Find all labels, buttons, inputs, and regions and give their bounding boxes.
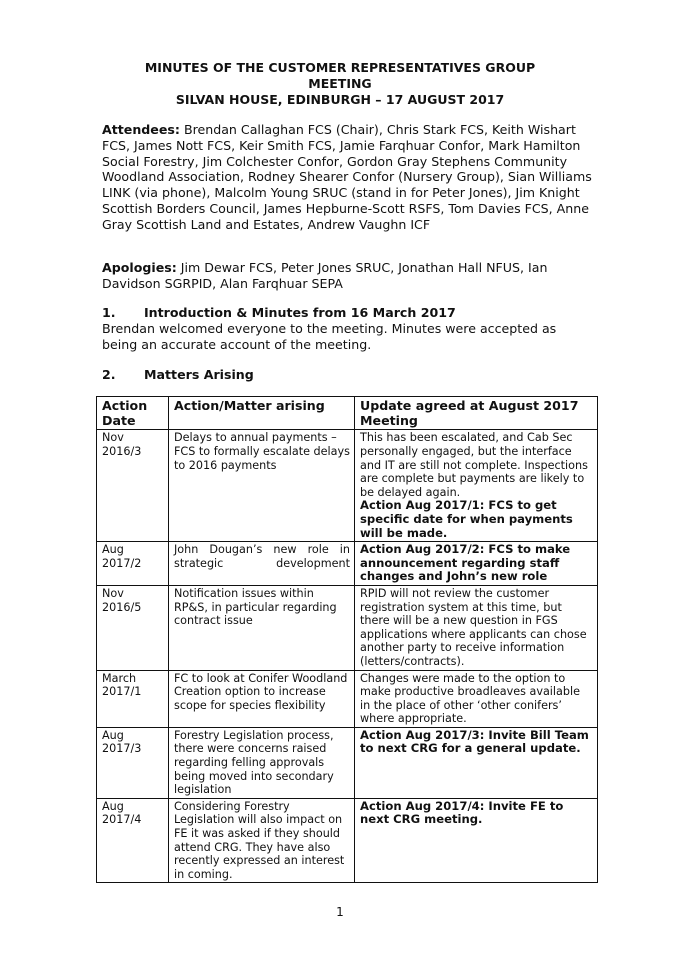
section-2-heading <box>102 367 254 383</box>
attendees-list: Brendan Callaghan FCS (Chair), Chris Stark FCS, Keith Wishart FCS, James Nott FCS, Keir Smith FCS, Jamie Farqhuar Confor, Mark Hamilton Social Forestry, Jim Colchester Confor, Gordon Gray Stephens Community Woodland Association, Rodney Shearer Confor (Nursery Group), Sian Williams LINK (via phone), Malcolm Young SRUC (stand in for Peter Jones), Jim Knight Scottish Borders Council, James Hepburne-Scott RSFS, Tom Davies FCS, Anne Gray Scottish Land and Estates, Andrew Vaughn ICF <box>102 122 592 232</box>
row-matter: Delays to annual payments – FCS to formally escalate delays to 2016 payments <box>169 430 355 542</box>
section-1-heading <box>102 305 456 321</box>
header-action-matter: Action/Matter arising <box>169 397 355 430</box>
row-date: March 2017/1 <box>97 670 169 727</box>
row-matter: Notification issues within RP&S, in particular regarding contract issue <box>169 585 355 670</box>
row-update: Changes were made to the option to make productive broadleaves available in the place of other ‘other conifers’ where appropriate. <box>360 671 580 726</box>
row-date: Aug 2017/4 <box>97 798 169 883</box>
row-date: Nov 2016/3 <box>97 430 169 542</box>
row-action: Action Aug 2017/3: Invite Bill Team to next CRG for a general update. <box>360 727 589 756</box>
section-number: 2. <box>102 367 116 382</box>
title-line-1: MINUTES OF THE CUSTOMER REPRESENTATIVES GROUP <box>144 60 536 75</box>
row-update-cell <box>355 727 598 798</box>
header-update: Update agreed at August 2017 Meeting <box>355 397 598 430</box>
apologies-label: Apologies: <box>102 260 177 275</box>
row-matter: Forestry Legislation process, there were concerns raised regarding felling approvals being moved into secondary legislation <box>169 727 355 798</box>
row-update-cell <box>355 542 598 586</box>
section-title: Matters Arising <box>144 367 254 382</box>
row-update-cell <box>355 670 598 727</box>
section-title: Introduction & Minutes from 16 March 2017 <box>144 305 456 320</box>
apologies-paragraph <box>102 260 592 292</box>
header-action-date: Action Date <box>97 397 169 430</box>
row-action: Action Aug 2017/4: Invite FE to next CRG meeting. <box>360 798 564 827</box>
attendees-paragraph <box>102 122 592 233</box>
title-line-2: MEETING <box>308 76 372 91</box>
row-matter: Considering Forestry Legislation will also impact on FE it was asked if they should attend CRG. They have also recently expressed an interest in coming. <box>169 798 355 883</box>
table-header-row <box>97 397 598 430</box>
page-number: 1 <box>336 905 344 919</box>
row-update: RPID will not review the customer registration system at this time, but there will be a new question in FGS applications where applicants can chose another party to receive information (letters/contracts). <box>360 586 587 668</box>
section-number: 1. <box>102 305 116 320</box>
row-update: This has been escalated, and Cab Sec personally engaged, but the interface and IT are still not complete. Inspections are complete but payments are likely to be delayed again. <box>360 431 588 499</box>
row-date: Nov 2016/5 <box>97 585 169 670</box>
section-1-body: Brendan welcomed everyone to the meeting. Minutes were accepted as being an accurate account of the meeting. <box>102 321 557 352</box>
row-date: Aug 2017/2 <box>97 542 169 586</box>
matters-arising-table <box>96 396 598 883</box>
apologies-list: Jim Dewar FCS, Peter Jones SRUC, Jonathan Hall NFUS, Ian Davidson SGRPID, Alan Farqhuar SEPA <box>102 260 548 291</box>
table-row <box>97 798 598 883</box>
table-row <box>97 670 598 727</box>
row-action: Action Aug 2017/1: FCS to get specific date for when payments will be made. <box>360 498 573 540</box>
row-update-cell <box>355 430 598 542</box>
document-title <box>0 60 680 108</box>
row-update-cell <box>355 585 598 670</box>
row-matter: FC to look at Conifer Woodland Creation option to increase scope for species flexibility <box>169 670 355 727</box>
table-row <box>97 542 598 586</box>
row-date: Aug 2017/3 <box>97 727 169 798</box>
attendees-label: Attendees: <box>102 122 180 137</box>
row-update-cell <box>355 798 598 883</box>
title-line-3: SILVAN HOUSE, EDINBURGH – 17 AUGUST 2017 <box>175 92 505 107</box>
row-action: Action Aug 2017/2: FCS to make announcement regarding staff changes and John’s new role <box>360 542 571 584</box>
row-matter: John Dougan’s new role in strategic development <box>169 542 355 586</box>
table-row <box>97 585 598 670</box>
table-row <box>97 727 598 798</box>
table-row <box>97 430 598 542</box>
